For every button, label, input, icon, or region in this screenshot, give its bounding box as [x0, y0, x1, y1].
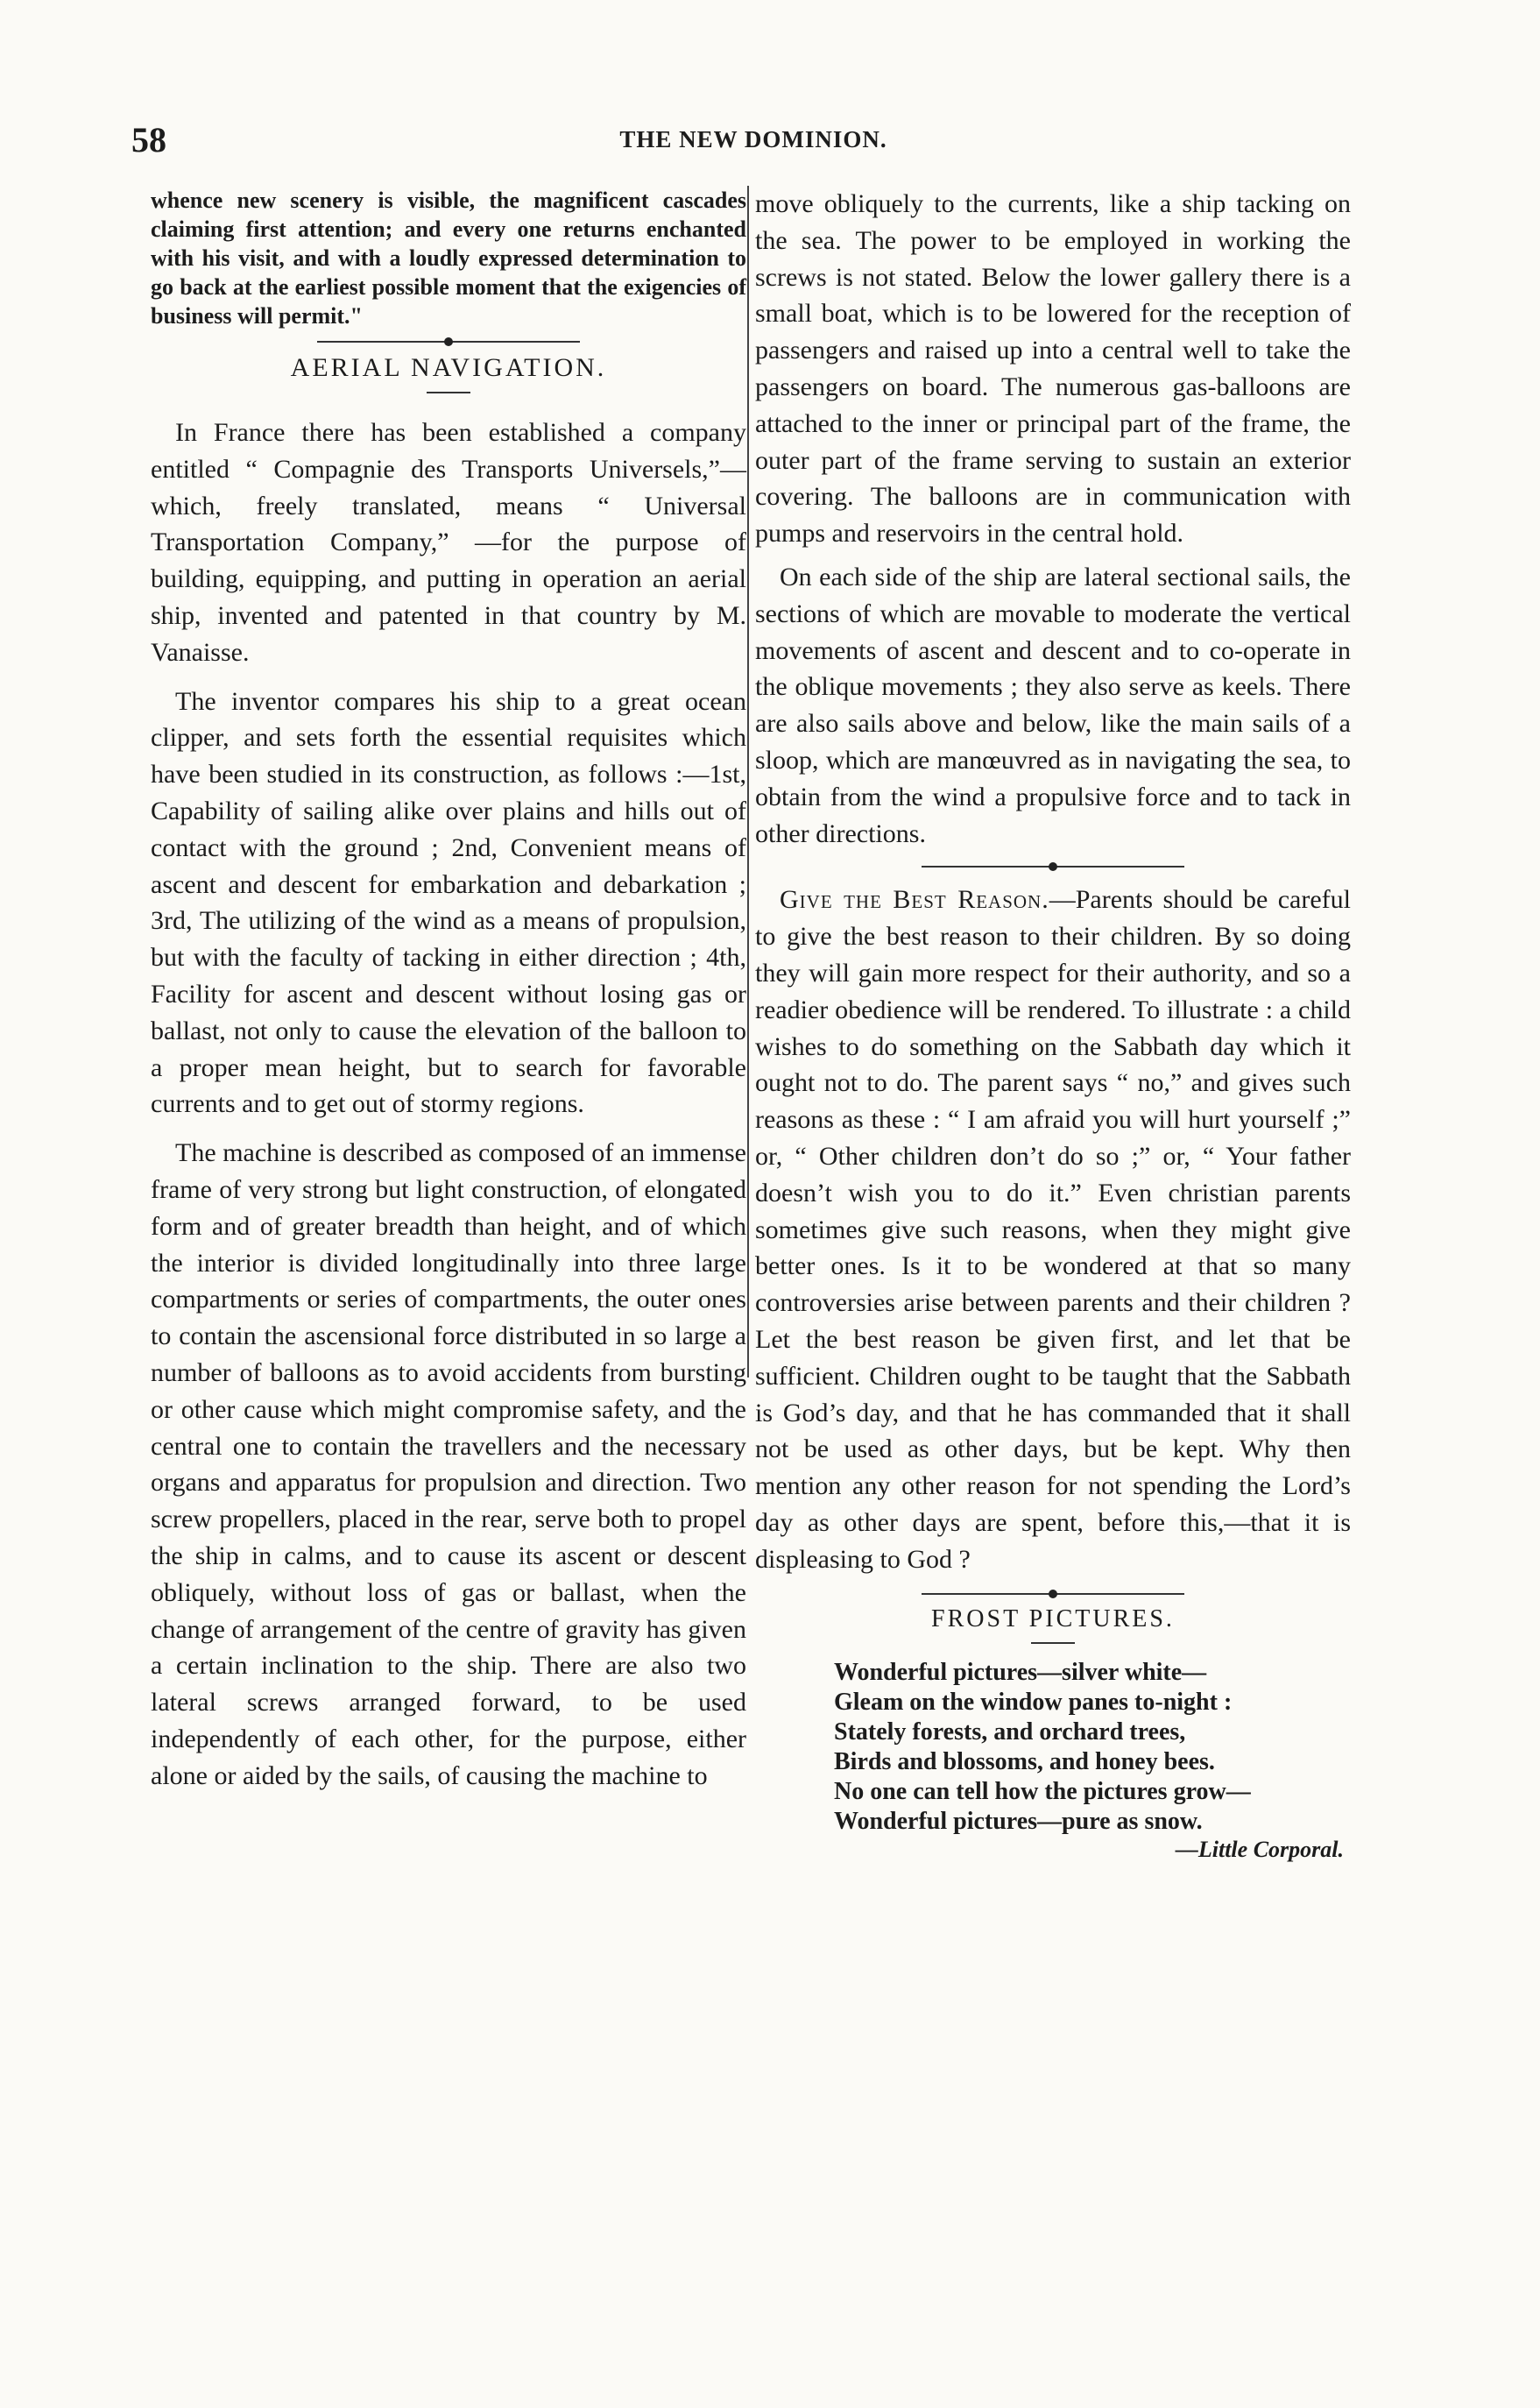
- poem-line: Stately forests, and orchard trees,: [834, 1718, 1186, 1746]
- running-title: THE NEW DOMINION.: [619, 126, 887, 152]
- page-header: [131, 119, 1375, 163]
- reason-lead: Give the Best Reason.: [780, 885, 1049, 915]
- poem-line: Wonderful pictures—pure as snow.: [834, 1808, 1203, 1836]
- poem-line: Gleam on the window panes to-night :: [834, 1689, 1233, 1717]
- poem-line: No one can tell how the pictures grow—: [834, 1778, 1251, 1806]
- article-paragraph: On each side of the ship are lateral sectional sails, the sections of which are movable to moderate the vertical movements of ascent and descent and to co-operate in the oblique movements ; they also serve as keels. There are also sails above and below, like the main sails of a sloop, which are manœuvred as in navigating the sea, to obtain from the wind a propulsive force and to tack in other directions.: [755, 562, 1351, 848]
- column-divider: [747, 186, 749, 1378]
- left-column: [151, 186, 746, 1794]
- heading-rule: [1031, 1642, 1075, 1644]
- reason-paragraph: [755, 882, 1351, 1577]
- section-rule: [922, 866, 1184, 868]
- rule-ornament: [444, 337, 453, 346]
- poem-line: Birds and blossoms, and honey bees.: [834, 1748, 1215, 1776]
- section-rule: [922, 1593, 1184, 1595]
- intro-paragraph: whence new scenery is visible, the magnificent cascades claiming first attention; and every one returns enchanted with his visit, and with a loudly expressed determination to go back at the earliest possible moment that the exigencies of business will permit.": [151, 188, 746, 329]
- poem: [834, 1658, 1351, 1837]
- section-rule: [317, 341, 580, 343]
- article-paragraph: The machine is described as composed of an immense frame of very strong but light construction, of elongated form and of greater breadth than height, and of which the interior is divided longitudinally into three large compartments or series of compartments, the outer ones to contain the ascensional force distributed in so large a number of balloons as to avoid accidents from bursting or other cause which might compromise safety, and the central one to contain the travellers and the necessary organs and apparatus for propulsion and direction. Two screw propellers, placed in the rear, serve both to propel the ship in calms, and to cause its ascent or descent obliquely, without loss of gas or ballast, when the change of arrangement of the centre of gravity has given a certain inclination to the ship. There are also two lateral screws arranged forward, to be used independently of each other, for the purpose, either alone or aided by the sails, of causing the machine to: [151, 1138, 746, 1790]
- page-number: 58: [131, 120, 166, 159]
- article-paragraph: move obliquely to the currents, like a ship tacking on the sea. The power to be employed in working the screws is not stated. Below the lower gallery there is a small boat, which is to be lowered for the reception of passengers and raised up into a central well to take the passengers on board. The numerous gas-balloons are attached to the inner or principal part of the frame, the outer part of the frame serving to sustain an exterior covering. The balloons are in communication with pumps and reservoirs in the central hold.: [755, 189, 1351, 549]
- right-column: [755, 186, 1351, 1863]
- poem-line: Wonderful pictures—silver white—: [834, 1659, 1207, 1687]
- poem-title: FROST PICTURES.: [931, 1605, 1175, 1633]
- rule-ornament: [1049, 862, 1057, 871]
- heading-rule: [427, 392, 470, 393]
- article-heading: AERIAL NAVIGATION.: [290, 353, 607, 382]
- poem-attribution: —Little Corporal.: [1175, 1837, 1344, 1863]
- article-paragraph: In France there has been established a company entitled “ Compagnie des Transports Universels,”—which, freely translated, means “ Universal Transportation Company,” —for the purpose of building, equipping, and putting in operation an aerial ship, invented and patented in that country by M. Vanaisse.: [151, 418, 746, 667]
- reason-body: —Parents should be careful to give the best reason to their children. By so doing they will gain more respect for their authority, and so a readier obedience will be rendered. To illustrate : a child wishes to do something on the Sabbath day which it ought not to do. The parent says “ no,” and gives such reasons as these : “ I am afraid you will hurt yourself ;” or, “ Other children don’t do so ;” or, “ Your father doesn’t wish you to do it.” Even christian parents sometimes give such reasons, when they might give better ones. Is it to be wondered at that so many controversies arise between parents and their children ? Let the best reason be given first, and let that be sufficient. Children ought to be taught that the Sabbath is God’s day, and that he has commanded that it shall not be used as other days, but be kept. Why then mention any other reason for not spending the Lord’s day as other days are spent, before this,—that it is displeasing to God ?: [755, 885, 1351, 1574]
- article-paragraph: The inventor compares his ship to a great ocean clipper, and sets forth the essential requisites which have been studied in its construction, as follows :—1st, Capability of sailing alike over plains and hills out of contact with the ground ; 2nd, Convenient means of ascent and descent for embarkation and debarkation ; 3rd, The utilizing of the wind as a means of propulsion, but with the faculty of tacking in either direction ; 4th, Facility for ascent and descent without losing gas or ballast, not only to cause the elevation of the balloon to a proper mean height, but to search for favorable currents and to get out of stormy regions.: [151, 686, 746, 1119]
- rule-ornament: [1049, 1590, 1057, 1598]
